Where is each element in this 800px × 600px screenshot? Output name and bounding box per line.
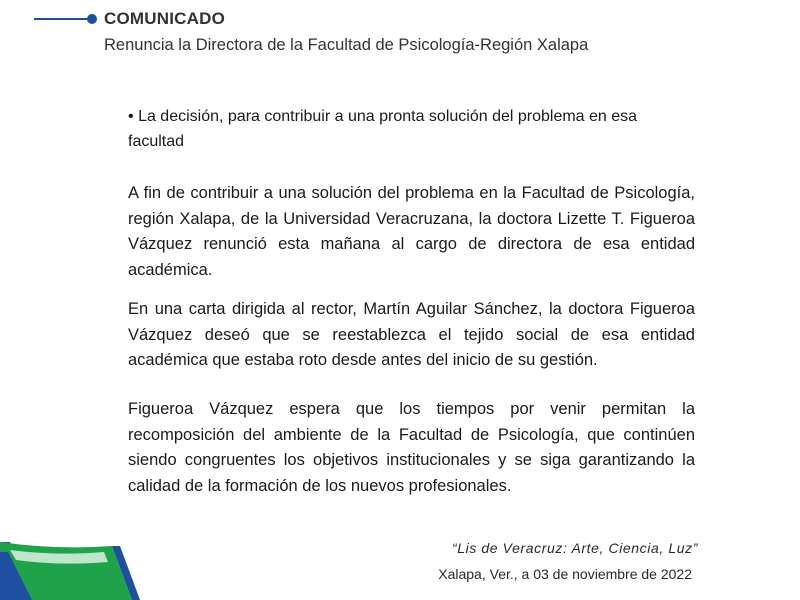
body-paragraph-3: Figueroa Vázquez espera que los tiempos por venir permitan la recomposición del ambiente de la Facultad de Psicología, que continúen siendo congruentes los objetivos institucionales y se siga garantizando la calidad de la formación de los nuevos profesionales.	[128, 400, 695, 495]
corner-logo-graphic	[0, 538, 140, 600]
summary-text: La decisión, para contribuir a una pronta solución del problema en esa facultad	[128, 108, 638, 150]
header-accent-line	[34, 18, 88, 20]
university-motto: “Lis de Veracruz: Arte, Ciencia, Luz”	[451, 540, 698, 556]
place-and-date: Xalapa, Ver., a 03 de noviembre de 2022	[438, 566, 692, 582]
header-accent-dot	[87, 14, 97, 24]
body-paragraph-2: En una carta dirigida al rector, Martín Aguilar Sánchez, la doctora Figueroa Vázquez deseó que se reestablezca el tejido social de esa entidad académica que estaba roto desde antes del inicio de su gestión.	[128, 300, 695, 369]
page-subtitle: Renuncia la Directora de la Facultad de Psicología-Región Xalapa	[104, 36, 589, 54]
bullet-marker: •	[128, 108, 134, 125]
page-title: COMUNICADO	[104, 9, 225, 28]
summary-bullet	[128, 104, 688, 154]
body-paragraph-1: A fin de contribuir a una solución del problema en la Facultad de Psicología, región Xalapa, de la Universidad Veracruzana, la doctora Lizette T. Figueroa Vázquez renunció esta mañana al cargo de directora de esa entidad académica.	[128, 184, 695, 279]
